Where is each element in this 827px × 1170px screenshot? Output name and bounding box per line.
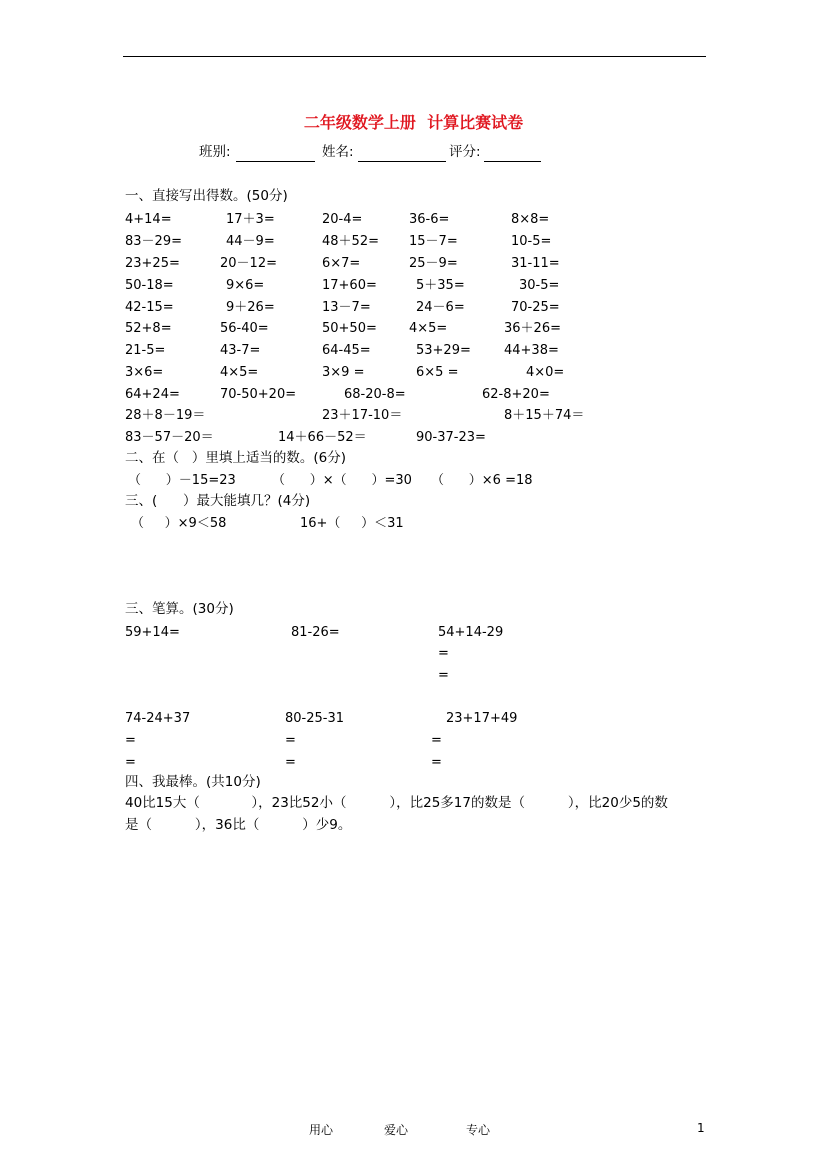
- oral-item: 64+24=: [125, 387, 180, 402]
- section-max-heading: 三、( ）最大能填几？(4分): [125, 493, 311, 509]
- oral-item: 50+50=: [322, 321, 377, 336]
- class-blank: [236, 161, 315, 162]
- equals-sign: =: [125, 755, 136, 770]
- oral-item: 52+8=: [125, 321, 172, 336]
- oral-item: 48＋52=: [322, 234, 379, 249]
- page-number: 1: [697, 1121, 705, 1135]
- written-item: 74-24+37: [125, 711, 191, 726]
- best-line: 是（ ），36比（ ）少9。: [125, 817, 352, 833]
- oral-item: 25－9=: [409, 256, 458, 271]
- equals-sign: =: [438, 646, 449, 661]
- oral-item: 3×6=: [125, 365, 164, 380]
- footer-word: 专心: [466, 1123, 491, 1137]
- fill-item: （ ）－15=23: [128, 473, 236, 488]
- equals-sign: =: [285, 733, 296, 748]
- oral-item: 68-20-8=: [344, 387, 406, 402]
- oral-item: 23＋17-10＝: [322, 408, 403, 423]
- oral-item: 44－9=: [226, 234, 275, 249]
- oral-item: 8×8=: [511, 212, 550, 227]
- name-blank: [358, 161, 446, 162]
- score-blank: [484, 161, 541, 162]
- equals-sign: =: [431, 755, 442, 770]
- oral-item: 3×9 =: [322, 365, 365, 380]
- oral-item: 43-7=: [220, 343, 261, 358]
- equals-sign: =: [438, 668, 449, 683]
- section-written-heading: 三、笔算。(30分): [125, 601, 234, 617]
- oral-item: 4×0=: [526, 365, 565, 380]
- oral-item: 64-45=: [322, 343, 371, 358]
- oral-item: 36＋26=: [504, 321, 561, 336]
- oral-item: 4+14=: [125, 212, 172, 227]
- oral-item: 90-37-23=: [416, 430, 486, 445]
- footer-word: 用心: [309, 1123, 334, 1137]
- oral-item: 20-4=: [322, 212, 363, 227]
- oral-item: 4×5=: [220, 365, 259, 380]
- name-label: 姓名:: [322, 144, 354, 160]
- oral-item: 6×7=: [322, 256, 361, 271]
- oral-item: 31-11=: [511, 256, 560, 271]
- oral-item: 24－6=: [416, 300, 465, 315]
- oral-item: 23+25=: [125, 256, 180, 271]
- best-line: 40比15大（ ），23比52小（ ），比25多17的数是（ ），比20少5的数: [125, 795, 668, 811]
- oral-item: 5＋35=: [416, 278, 465, 293]
- section-oral-heading: 一、直接写出得数。(50分): [125, 188, 288, 204]
- oral-item: 83－57－20＝: [125, 430, 214, 445]
- written-item: 54+14-29: [438, 625, 504, 640]
- oral-item: 30-5=: [519, 278, 560, 293]
- equals-sign: =: [431, 733, 442, 748]
- fill-item: （ ）×（ ）=30: [272, 473, 412, 488]
- oral-item: 15－7=: [409, 234, 458, 249]
- oral-item: 83－29=: [125, 234, 182, 249]
- written-item: 81-26=: [291, 625, 340, 640]
- equals-sign: =: [125, 733, 136, 748]
- oral-item: 70-50+20=: [220, 387, 297, 402]
- fill-item: （ ）×6 =18: [431, 473, 533, 488]
- oral-item: 13－7=: [322, 300, 371, 315]
- oral-item: 56-40=: [220, 321, 269, 336]
- oral-item: 20－12=: [220, 256, 277, 271]
- oral-item: 44+38=: [504, 343, 559, 358]
- written-item: 80-25-31: [285, 711, 345, 726]
- oral-item: 62-8+20=: [482, 387, 550, 402]
- oral-item: 36-6=: [409, 212, 450, 227]
- oral-item: 17＋3=: [226, 212, 275, 227]
- section-best-heading: 四、我最棒。(共10分): [125, 774, 261, 790]
- oral-item: 6×5 =: [416, 365, 459, 380]
- written-item: 23+17+49: [446, 711, 518, 726]
- score-label: 评分:: [449, 144, 481, 160]
- oral-item: 53+29=: [416, 343, 471, 358]
- oral-item: 70-25=: [511, 300, 560, 315]
- oral-item: 42-15=: [125, 300, 174, 315]
- equals-sign: =: [285, 755, 296, 770]
- page-title: 二年级数学上册 计算比赛试卷: [303, 113, 524, 132]
- oral-item: 8＋15＋74＝: [504, 408, 585, 423]
- section-fill-heading: 二、在（ ）里填上适当的数。(6分): [125, 450, 346, 466]
- class-label: 班别:: [199, 144, 231, 160]
- max-item: 16+（ ）＜31: [300, 516, 404, 531]
- oral-item: 9＋26=: [226, 300, 275, 315]
- oral-item: 10-5=: [511, 234, 552, 249]
- oral-item: 9×6=: [226, 278, 265, 293]
- max-item: （ ）×9＜58: [131, 516, 227, 531]
- footer-word: 爱心: [384, 1123, 409, 1137]
- written-item: 59+14=: [125, 625, 180, 640]
- oral-item: 17+60=: [322, 278, 377, 293]
- header-rule: [123, 56, 706, 57]
- oral-item: 21-5=: [125, 343, 166, 358]
- oral-item: 28＋8－19＝: [125, 408, 206, 423]
- oral-item: 4×5=: [409, 321, 448, 336]
- oral-item: 14＋66－52＝: [278, 430, 367, 445]
- oral-item: 50-18=: [125, 278, 174, 293]
